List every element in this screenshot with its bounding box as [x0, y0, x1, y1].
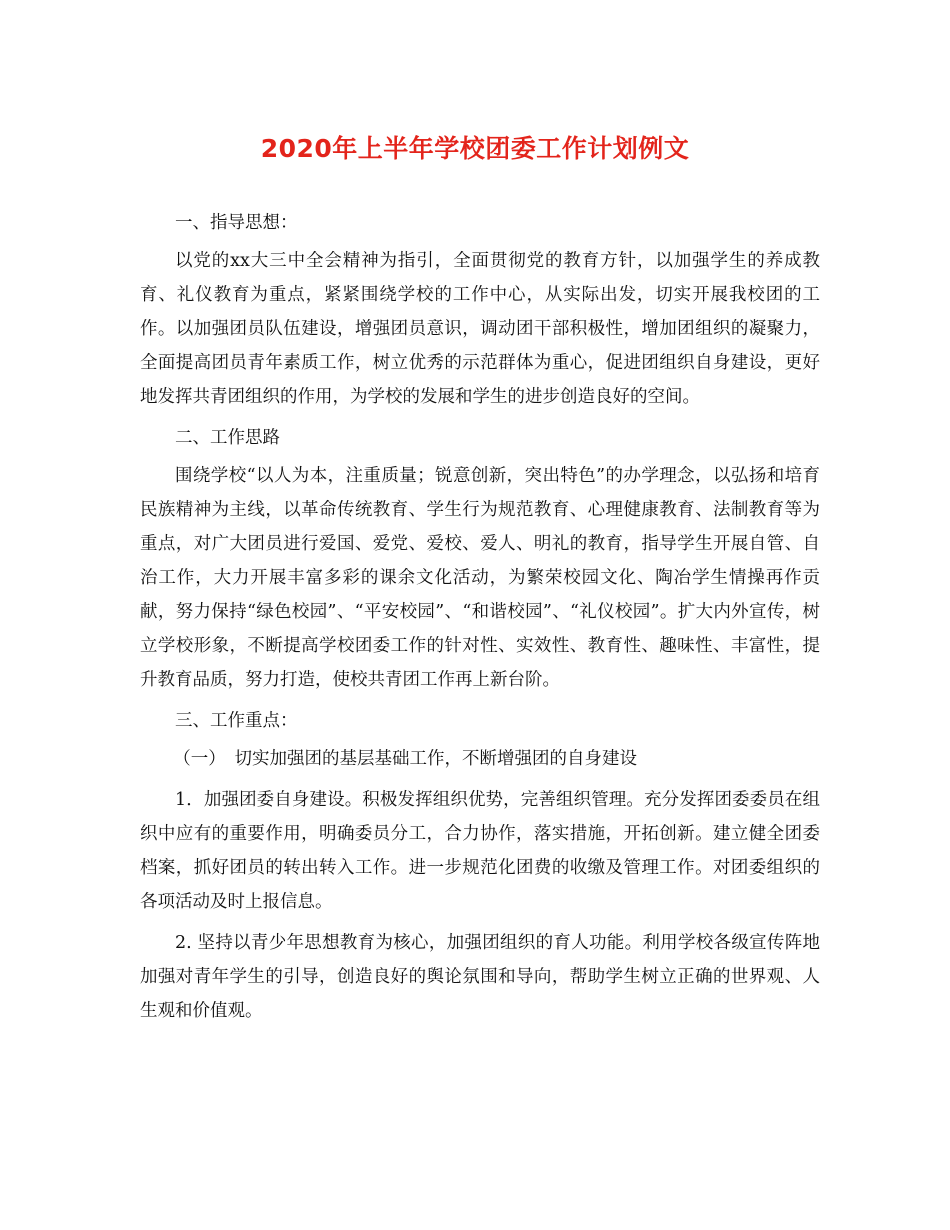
paragraph-guiding-ideology: 以党的xx大三中全会精神为指引，全面贯彻党的教育方针，以加强学生的养成教育、礼仪教育为重点，紧紧围绕学校的工作中心，从实际出发，切实开展我校团的工作。以加强团员队伍建设，增强团员意识，调动团干部积极性，增加团组织的凝聚力，全面提高团员青年素质工作，树立优秀的示范群体为重心，促进团组织自身建设，更好地发挥共青团组织的作用，为学校的发展和学生的进步创造良好的空间。 — [140, 251, 820, 407]
document-body — [140, 206, 820, 1035]
section-heading-work-approach: 二、工作思路 — [175, 428, 280, 448]
section-heading-guiding-ideology: 一、指导思想： — [175, 213, 298, 233]
paragraph-item-2: 2. 坚持以青少年思想教育为核心，加强团组织的育人功能。利用学校各级宣传阵地加强对青年学生的引导，创造良好的舆论氛围和导向，帮助学生树立正确的世界观、人生观和价值观。 — [140, 933, 820, 1021]
document-title: 2020年上半年学校团委工作计划例文 — [260, 134, 690, 163]
section-heading-work-priorities: 三、工作重点： — [175, 711, 298, 731]
paragraph-item-1: 1．加强团委自身建设。积极发挥组织优势，完善组织管理。充分发挥团委委员在组织中应有的重要作用，明确委员分工，合力协作，落实措施，开拓创新。建立健全团委档案，抓好团员的转出转入工作。进一步规范化团费的收缴及管理工作。对团委组织的各项活动及时上报信息。 — [140, 790, 820, 912]
subsection-heading-basic-work: （一） 切实加强团的基层基础工作，不断增强团的自身建设 — [173, 749, 637, 769]
paragraph-work-approach: 围绕学校“以人为本，注重质量；锐意创新，突出特色”的办学理念，以弘扬和培育民族精神为主线，以革命传统教育、学生行为规范教育、心理健康教育、法制教育等为重点，对广大团员进行爱国、爱党、爱校、爱人、明礼的教育，指导学生开展自管、自治工作，大力开展丰富多彩的课余文化活动，为繁荣校园文化、陶冶学生情操再作贡献，努力保持“绿色校园”、“平安校园”、“和谐校园”、“礼仪校园”。扩大内外宣传，树立学校形象，不断提高学校团委工作的针对性、实效性、教育性、趣味性、丰富性，提升教育品质，努力打造，使校共青团工作再上新台阶。 — [140, 466, 820, 690]
